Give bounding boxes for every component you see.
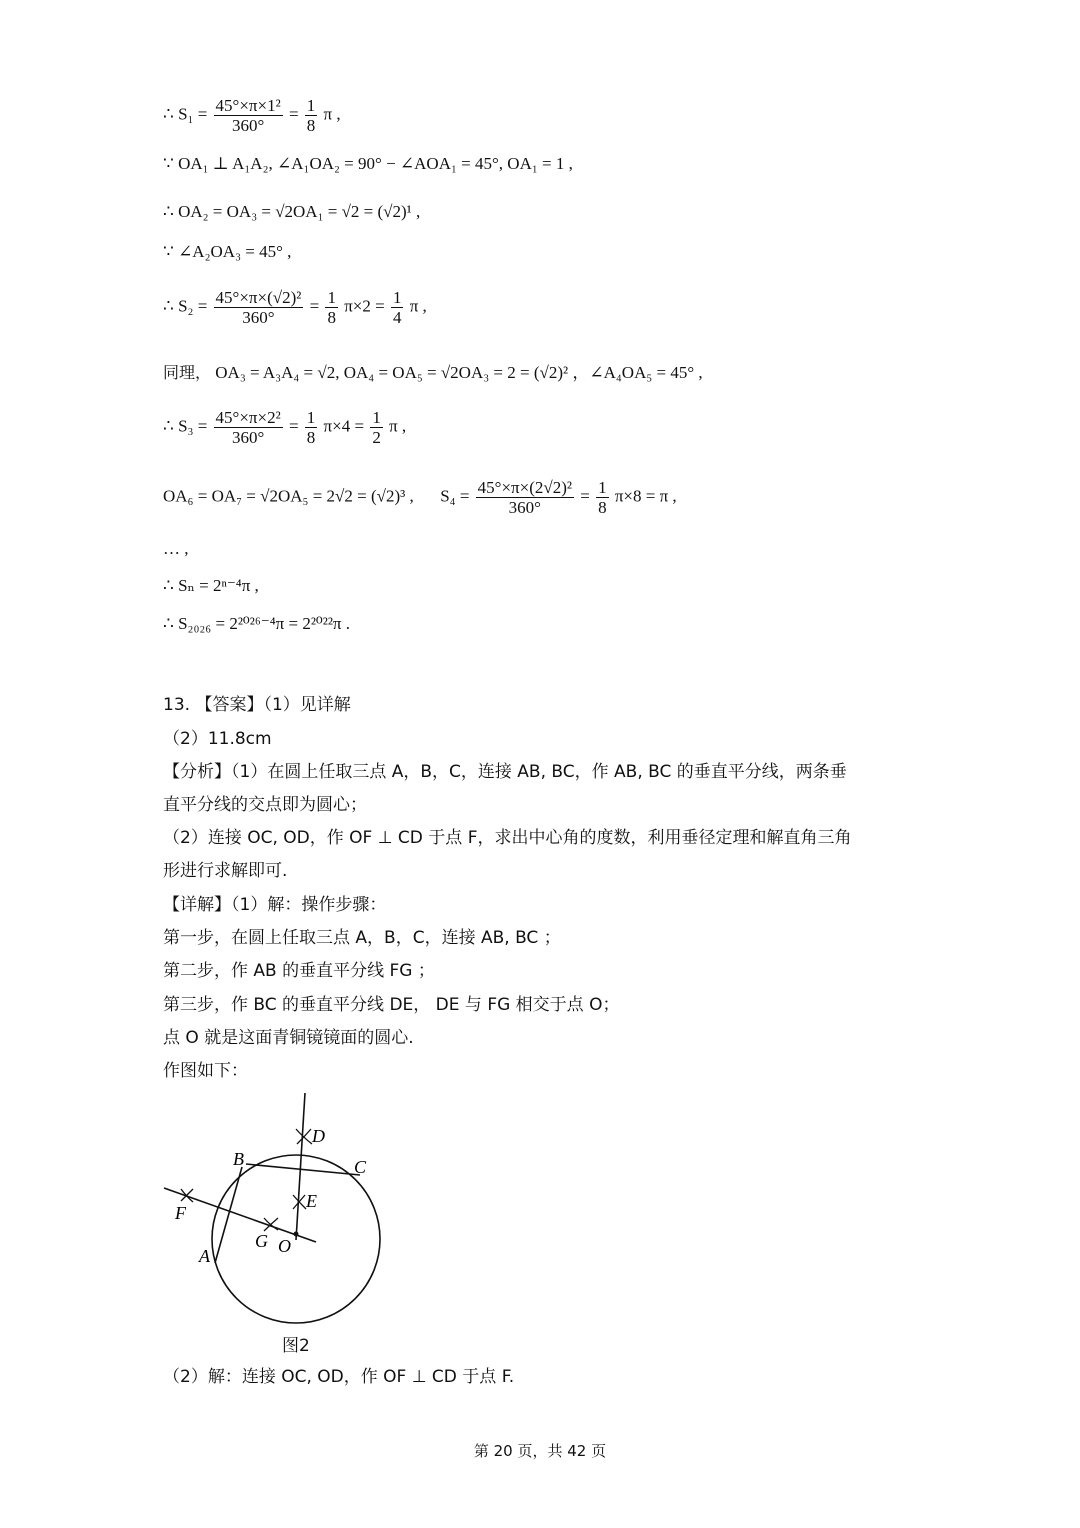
solution-line-2: ∵ OA₁ ⊥ A₁A₂, ∠A₁OA₂ = 90° − ∠AOA₁ = 45°, OA₁ = 1 , xyxy=(163,154,573,173)
s2-f2-den: 4 xyxy=(392,308,402,327)
q13-analysis-1: 【分析】（1）在圆上任取三点 A，B，C，连接 AB, BC，作 AB, BC 的垂直平分线，两条垂 xyxy=(163,762,847,782)
solution-line-ellipsis: … , xyxy=(163,539,189,558)
label-b: B xyxy=(233,1149,244,1169)
s2-f2 xyxy=(391,288,404,327)
s1-result-num: 1 xyxy=(306,96,316,115)
s4-f1-num: 1 xyxy=(598,478,607,497)
s4-f1-den: 8 xyxy=(598,498,607,517)
center-point-o xyxy=(294,1232,299,1237)
s2-f2-num: 1 xyxy=(392,288,402,307)
tongli-expression: OA₃ = A₃A₄ = √2, OA₄ = OA₅ = √2OA₃ = 2 = (√2)² ，∠A₄OA₅ = 45° , xyxy=(215,363,703,382)
s3-fraction xyxy=(214,408,283,447)
s4-f1 xyxy=(596,478,609,517)
s4-numerator: 45°×π×(2√2)² xyxy=(477,478,572,497)
s3-equals: = xyxy=(288,416,299,436)
s2-tail: π , xyxy=(409,296,427,316)
s4-fraction xyxy=(476,478,574,517)
q13-analysis-4: 形进行求解即可. xyxy=(163,861,288,881)
solution-line-6 xyxy=(163,362,703,384)
q13-analysis-2: 直平分线的交点即为圆心； xyxy=(163,795,367,815)
s3-tail: π , xyxy=(389,416,407,436)
solution-line-s3 xyxy=(163,408,406,447)
label-d: D xyxy=(312,1126,325,1146)
solution-line-s2026: ∴ S₂₀₂₆ = 2²⁰²⁶⁻⁴π = 2²⁰²²π . xyxy=(163,614,351,633)
s4-denominator: 360° xyxy=(508,498,541,517)
s4-tail: π×8 = π , xyxy=(614,486,677,506)
label-e: E xyxy=(306,1191,317,1211)
s4-lhs: S₄ = xyxy=(440,486,470,506)
s2-fraction xyxy=(214,288,304,327)
label-o: O xyxy=(278,1236,291,1256)
figure-caption: 图2 xyxy=(282,1336,310,1356)
s2-equals: = xyxy=(309,296,324,316)
label-g: G xyxy=(255,1231,268,1251)
q13-answer-2: （2）11.8cm xyxy=(163,729,272,749)
q13-detail-4: 第三步，作 BC 的垂直平分线 DE， DE 与 FG 相交于点 O； xyxy=(163,995,620,1015)
s1-result-den: 8 xyxy=(306,116,316,135)
label-f: F xyxy=(175,1203,186,1223)
s1-denominator: 360° xyxy=(231,116,265,135)
s3-f2 xyxy=(370,408,383,447)
cross-mark-e xyxy=(293,1195,306,1209)
q13-detail-5: 点 O 就是这面青铜镜镜面的圆心. xyxy=(163,1028,414,1048)
s2-f1-num: 1 xyxy=(327,288,336,307)
s1-tail: π , xyxy=(323,104,341,124)
s1-result-fraction xyxy=(305,96,318,135)
solution-line-s4 xyxy=(163,478,677,517)
q13-part-2: （2）解：连接 OC, OD，作 OF ⊥ CD 于点 F. xyxy=(163,1367,515,1387)
s3-denominator: 360° xyxy=(231,428,265,447)
s2-mid: π×2 = xyxy=(344,296,385,316)
s2-f1 xyxy=(325,288,338,327)
q13-detail-6: 作图如下： xyxy=(163,1061,248,1081)
tongli-prefix: 同理， xyxy=(163,363,212,382)
solution-line-s1 xyxy=(163,96,341,135)
s2-numerator: 45°×π×(√2)² xyxy=(215,288,302,307)
bisector-de xyxy=(296,1093,305,1240)
s1-numerator: 45°×π×1² xyxy=(215,96,281,115)
q13-analysis-3: （2）连接 OC, OD，作 OF ⊥ CD 于点 F，求出中心角的度数，利用垂径定理和解直角三角 xyxy=(163,828,852,848)
s4-equals: = xyxy=(580,486,590,506)
solution-line-sn: ∴ Sₙ = 2ⁿ⁻⁴π , xyxy=(163,576,259,595)
s3-f1-num: 1 xyxy=(306,408,316,427)
s3-f2-den: 2 xyxy=(372,428,381,447)
s3-f1 xyxy=(305,408,318,447)
s1-fraction xyxy=(214,96,283,135)
label-c: C xyxy=(354,1157,367,1177)
s3-f2-num: 1 xyxy=(372,408,381,427)
s3-f1-den: 8 xyxy=(306,428,316,447)
s3-mid: π×4 = xyxy=(323,416,365,436)
s3-lhs: ∴ S₃ = xyxy=(163,416,208,436)
construction-figure xyxy=(150,1085,400,1365)
q13-detail-1: 【详解】（1）解：操作步骤： xyxy=(163,895,387,915)
s1-equals: = xyxy=(288,104,299,124)
q13-detail-3: 第二步，作 AB 的垂直平分线 FG ； xyxy=(163,961,435,981)
s2-f1-den: 8 xyxy=(327,308,336,327)
oa6-expression: OA₆ = OA₇ = √2OA₅ = 2√2 = (√2)³ , xyxy=(163,486,414,506)
q13-answer: 13. 【答案】（1）见详解 xyxy=(163,695,351,715)
solution-line-s2 xyxy=(163,288,427,327)
cross-mark-d xyxy=(296,1129,312,1144)
page-footer: 第 20 页，共 42 页 xyxy=(473,1442,607,1460)
s3-numerator: 45°×π×2² xyxy=(215,408,281,427)
s2-denominator: 360° xyxy=(242,308,275,327)
q13-detail-2: 第一步，在圆上任取三点 A，B，C，连接 AB, BC ； xyxy=(163,928,561,948)
s2-lhs: ∴ S₂ = xyxy=(163,296,208,316)
solution-line-3: ∴ OA₂ = OA₃ = √2OA₁ = √2 = (√2)¹ , xyxy=(163,202,421,221)
s1-lhs: ∴ S₁ = xyxy=(163,104,208,124)
label-a: A xyxy=(199,1246,210,1266)
solution-line-4: ∵ ∠A₂OA₃ = 45° , xyxy=(163,242,292,261)
